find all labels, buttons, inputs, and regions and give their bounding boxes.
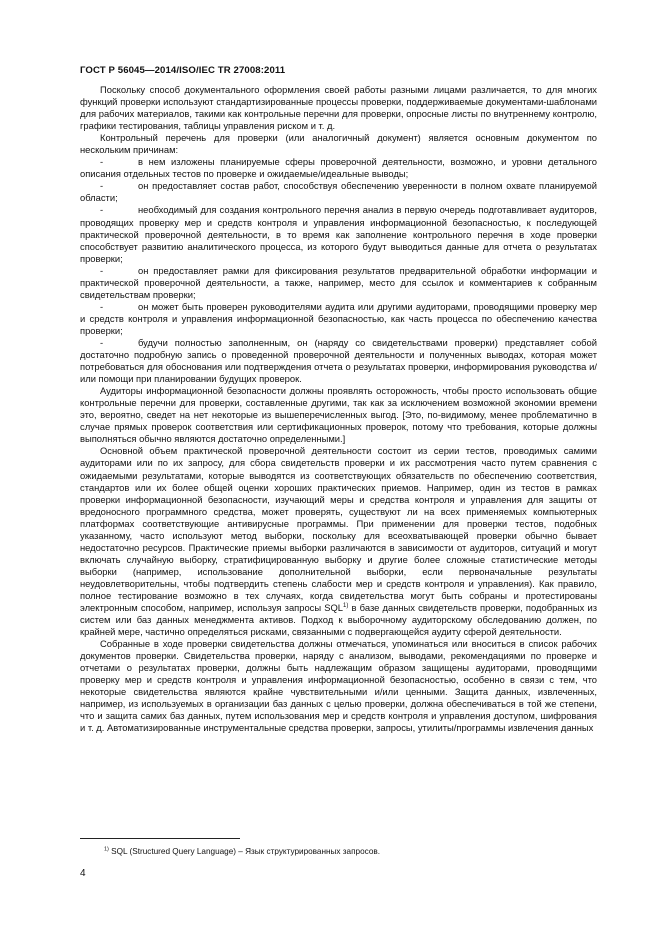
list-item <box>80 204 597 264</box>
paragraph <box>80 445 597 638</box>
list-item <box>80 180 597 204</box>
paragraph: Контрольный перечень для проверки (или аналогичный документ) является основным документом по нескольким причинам: <box>80 132 597 156</box>
list-item-text: он может быть проверен руководителями аудита или другими аудиторами, проводящими проверку мер и средств контроля и управления информационной безопасностью, как часть процесса по обеспечению качества проверки; <box>80 300 597 336</box>
list-item <box>80 337 597 385</box>
footnote-text: SQL (Structured Query Language) – Язык структурированных запросов. <box>108 847 380 856</box>
paragraph: Аудиторы информационной безопасности должны проявлять осторожность, чтобы просто использовать общие контрольные перечни для проверки, составленные другими, так как за исключением возможной экономии времени это, вероятно, сведет на нет некоторые из вышеперечисленных выгод. [Это, по-видимому, менее проблематично в случае прямых проверок соответствия или сертификационных проверок, потому что требования, которые должны выполняться обычно являются достаточно определенными.] <box>80 385 597 445</box>
list-marker: - <box>100 180 104 192</box>
list-item <box>80 265 597 301</box>
paragraph-text: в базе данных свидетельств проверки, подобранных из систем или баз данных менеджмента активов. Подход к выборочному аудиторскому обследованию должен, по крайней мере, частично определяться рисками, связанными с подвергающейся аудиту сферой деятельности. <box>80 602 597 638</box>
list-item-text: он предоставляет состав работ, способствуя обеспечению уверенности в полном охвате планируемой области; <box>80 180 597 204</box>
list-item <box>80 301 597 337</box>
list-marker: - <box>100 204 104 216</box>
list-marker: - <box>100 156 104 168</box>
list-marker: - <box>100 264 104 276</box>
footnote-divider <box>80 838 240 839</box>
footnote-marker: 1) <box>104 846 109 853</box>
footnote <box>104 847 380 856</box>
list-item-text: в нем изложены планируемые сферы проверочной деятельности, возможно, и уровни детального описания отдельных тестов по проверке и ожидаемые/идеальные выводы; <box>80 156 597 180</box>
page-number: 4 <box>80 868 86 879</box>
list-item <box>80 156 597 180</box>
paragraph: Поскольку способ документального оформления своей работы разными лицами различается, то для многих функций проверки используют стандартизированные процессы проверки, поддерживаемые документами-шаблонами для рабочих материалов, такими как контрольные перечни для проверки, опросные листы по внутреннему контролю, графики тестирования, таблицы управления риском и т. д. <box>80 84 597 132</box>
list-marker: - <box>100 336 104 348</box>
footnote-reference: 1) <box>343 602 349 609</box>
body-text <box>80 84 597 735</box>
paragraph: Собранные в ходе проверки свидетельства должны отмечаться, упоминаться или вноситься в список рабочих документов проверки. Свидетельства проверки, наряду с анализом, выводами, рекомендациями по проверке и отчетами о результатах проверки, должны быть надлежащим образом защищены аудиторами, проводящими проверку мер и средств контроля и управления информационной безопасностью, особенно в связи с тем, что некоторые свидетельства являются крайне чувствительными и/или ценными. Защита данных, извлеченных, например, из используемых в организации баз данных с целью проверки, должна обеспечиваться в той же степени, что и защита самих баз данных, путем использования мер и средств контроля и управления доступом, шифрования и т. д. Автоматизированные инструментальные средства проверки, запросы, утилиты/программы извлечения данных <box>80 638 597 734</box>
list-item-text: необходимый для создания контрольного перечня анализ в первую очередь подготавливает аудиторов, проводящих проверку мер и средств контроля и управления информационной безопасностью, к последующей практической проверочной деятельности, в то время как заполнение контрольного перечня в ходе проверки способствует развитию аналитического процесса, из которого будут выводиться данные для отчета о результатах проверки; <box>80 204 597 264</box>
list-item-text: он предоставляет рамки для фиксирования результатов предварительной обработки информации и практической проверочной деятельности, а также, например, место для ссылок и комментариев к собранным свидетельствам проверки; <box>80 264 597 300</box>
paragraph-text: Основной объем практической проверочной деятельности состоит из серии тестов, проводимых самими аудиторами или по их запросу, для сбора свидетельств проверки и их рассмотрения часто путем сравнения с ожидаемыми результатами, которые выводятся из соответствующих обязательств по обеспечению соответствия, стандартов или их более общей оценки хороших практических приемов. Например, один из тестов в рамках проверки информационной безопасности, изучающий меры и средства контроля и управления для защиты от вредоносного программного средства, может проверять, существуют ли на всех применяемых компьютерных платформах соответствующие антивирусные программы. При применении для проверки тестов, подобных указанному, часто используют метод выборки, поскольку для всеохватывающей проверки обычно бывает недостаточно ресурсов. Практические приемы выборки различаются в зависимости от аудиторов, ситуаций и могут включать случайную выборку, стратифицированную выборку и другие более сложные статистические методы выборки (например, использование дополнительной выборки, если первоначальные результаты неудовлетворительны, чтобы подтвердить степень слабости мер и средств контроля и управления). Как правило, полное тестирование возможно в тех случаях, когда свидетельства могут быть собраны и протестированы электронным способом, например, используя запросы SQL <box>80 445 597 614</box>
list-marker: - <box>100 300 104 312</box>
document-header: ГОСТ Р 56045—2014/ISO/IEC TR 27008:2011 <box>80 65 286 76</box>
list-item-text: будучи полностью заполненным, он (наряду со свидетельствами проверки) представляет собой достаточно подробную запись о проведенной проверочной деятельности и полученных выводах, которая может потребоваться для обоснования или подтверждения отчета о результатах проверки, информирования руководства и/или помощи при планировании будущих проверок. <box>80 336 597 385</box>
